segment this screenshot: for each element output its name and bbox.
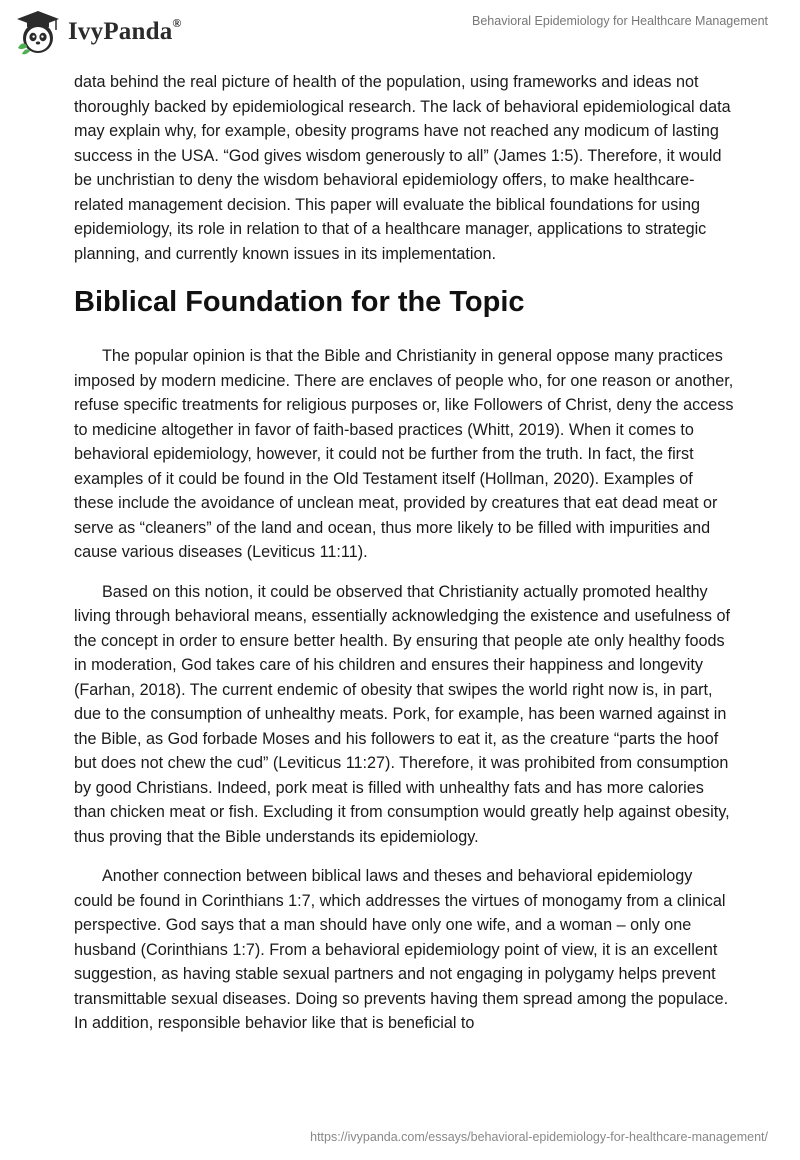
registered-mark: ®: [172, 16, 182, 30]
panda-graduate-icon: [14, 8, 62, 56]
source-url-link[interactable]: https://ivypanda.com/essays/behavioral-epidemiology-for-healthcare-management/: [310, 1130, 768, 1144]
page-header: [0, 0, 800, 60]
body-paragraph: The popular opinion is that the Bible and Christianity in general oppose many practices imposed by modern medicine. There are enclaves of people who, for one reason or another, refuse specific treatments for religious purposes or, like Followers of Christ, deny the access to medicine altogether in favor of faith-based practices (Whitt, 2019). When it comes to behavioral epidemiology, however, it could not be further from the truth. In fact, the first examples of it could be found in the Old Testament itself (Hollman, 2020). Examples of these include the avoidance of unclean meat, provided by creatures that eat dead meat or serve as “cleaners” of the land and ocean, thus more likely to be filled with impurities and cause various diseases (Leviticus 11:11).: [74, 347, 734, 561]
ivypanda-logo[interactable]: [14, 8, 182, 56]
logo-name: IvyPanda: [68, 18, 173, 45]
document-title: Behavioral Epidemiology for Healthcare Management: [472, 14, 768, 28]
body-paragraph: Based on this notion, it could be observed that Christianity actually promoted healthy living through behavioral means, essentially acknowledging the existence and usefulness of the concept in order to ensure better health. By ensuring that people ate only healthy foods in moderation, God takes care of his children and ensures their happiness and longevity (Farhan, 2018). The current endemic of obesity that swipes the world right now is, in part, due to the consumption of unhealthy meats. Pork, for example, has been warned against in the Bible, as God forbade Moses and his followers to eat it, as the creature “parts the hoof but does not chew the cud” (Leviticus 11:27). Therefore, it was prohibited from consumption by good Christians. Indeed, pork meat is filled with unhealthy fats and has more calories than chicken meat or fish. Excluding it from consumption would greatly help against obesity, thus proving that the Bible understands its epidemiology.: [74, 582, 730, 846]
essay-content: [74, 70, 734, 1051]
body-paragraph: Another connection between biblical laws and theses and behavioral epidemiology could be found in Corinthians 1:7, which addresses the virtues of monogamy from a clinical perspective. God says that a man should have only one wife, and a woman – only one husband (Corinthians 1:7). From a behavioral epidemiology point of view, it is an excellent suggestion, as having stable sexual partners and not engaging in polygamy helps prevent transmittable sexual diseases. Doing so prevents having them spread among the populace. In addition, responsible behavior like that is beneficial to: [74, 867, 729, 1032]
section-heading: Biblical Foundation for the Topic: [74, 286, 525, 318]
intro-paragraph: data behind the real picture of health of the population, using frameworks and ideas not thoroughly backed by epidemiological research. The lack of behavioral epidemiological data may explain why, for example, obesity programs have not reached any modicum of lasting success in the USA. “God gives wisdom generously to all” (James 1:5). Therefore, it would be unchristian to deny the wisdom behavioral epidemiology offers, to make healthcare-related management decision. This paper will evaluate the biblical foundations for using epidemiology, its role in relation to that of a healthcare manager, applications to strategic planning, and currently known issues in its implementation.: [74, 73, 731, 263]
logo-wordmark: [68, 18, 182, 46]
